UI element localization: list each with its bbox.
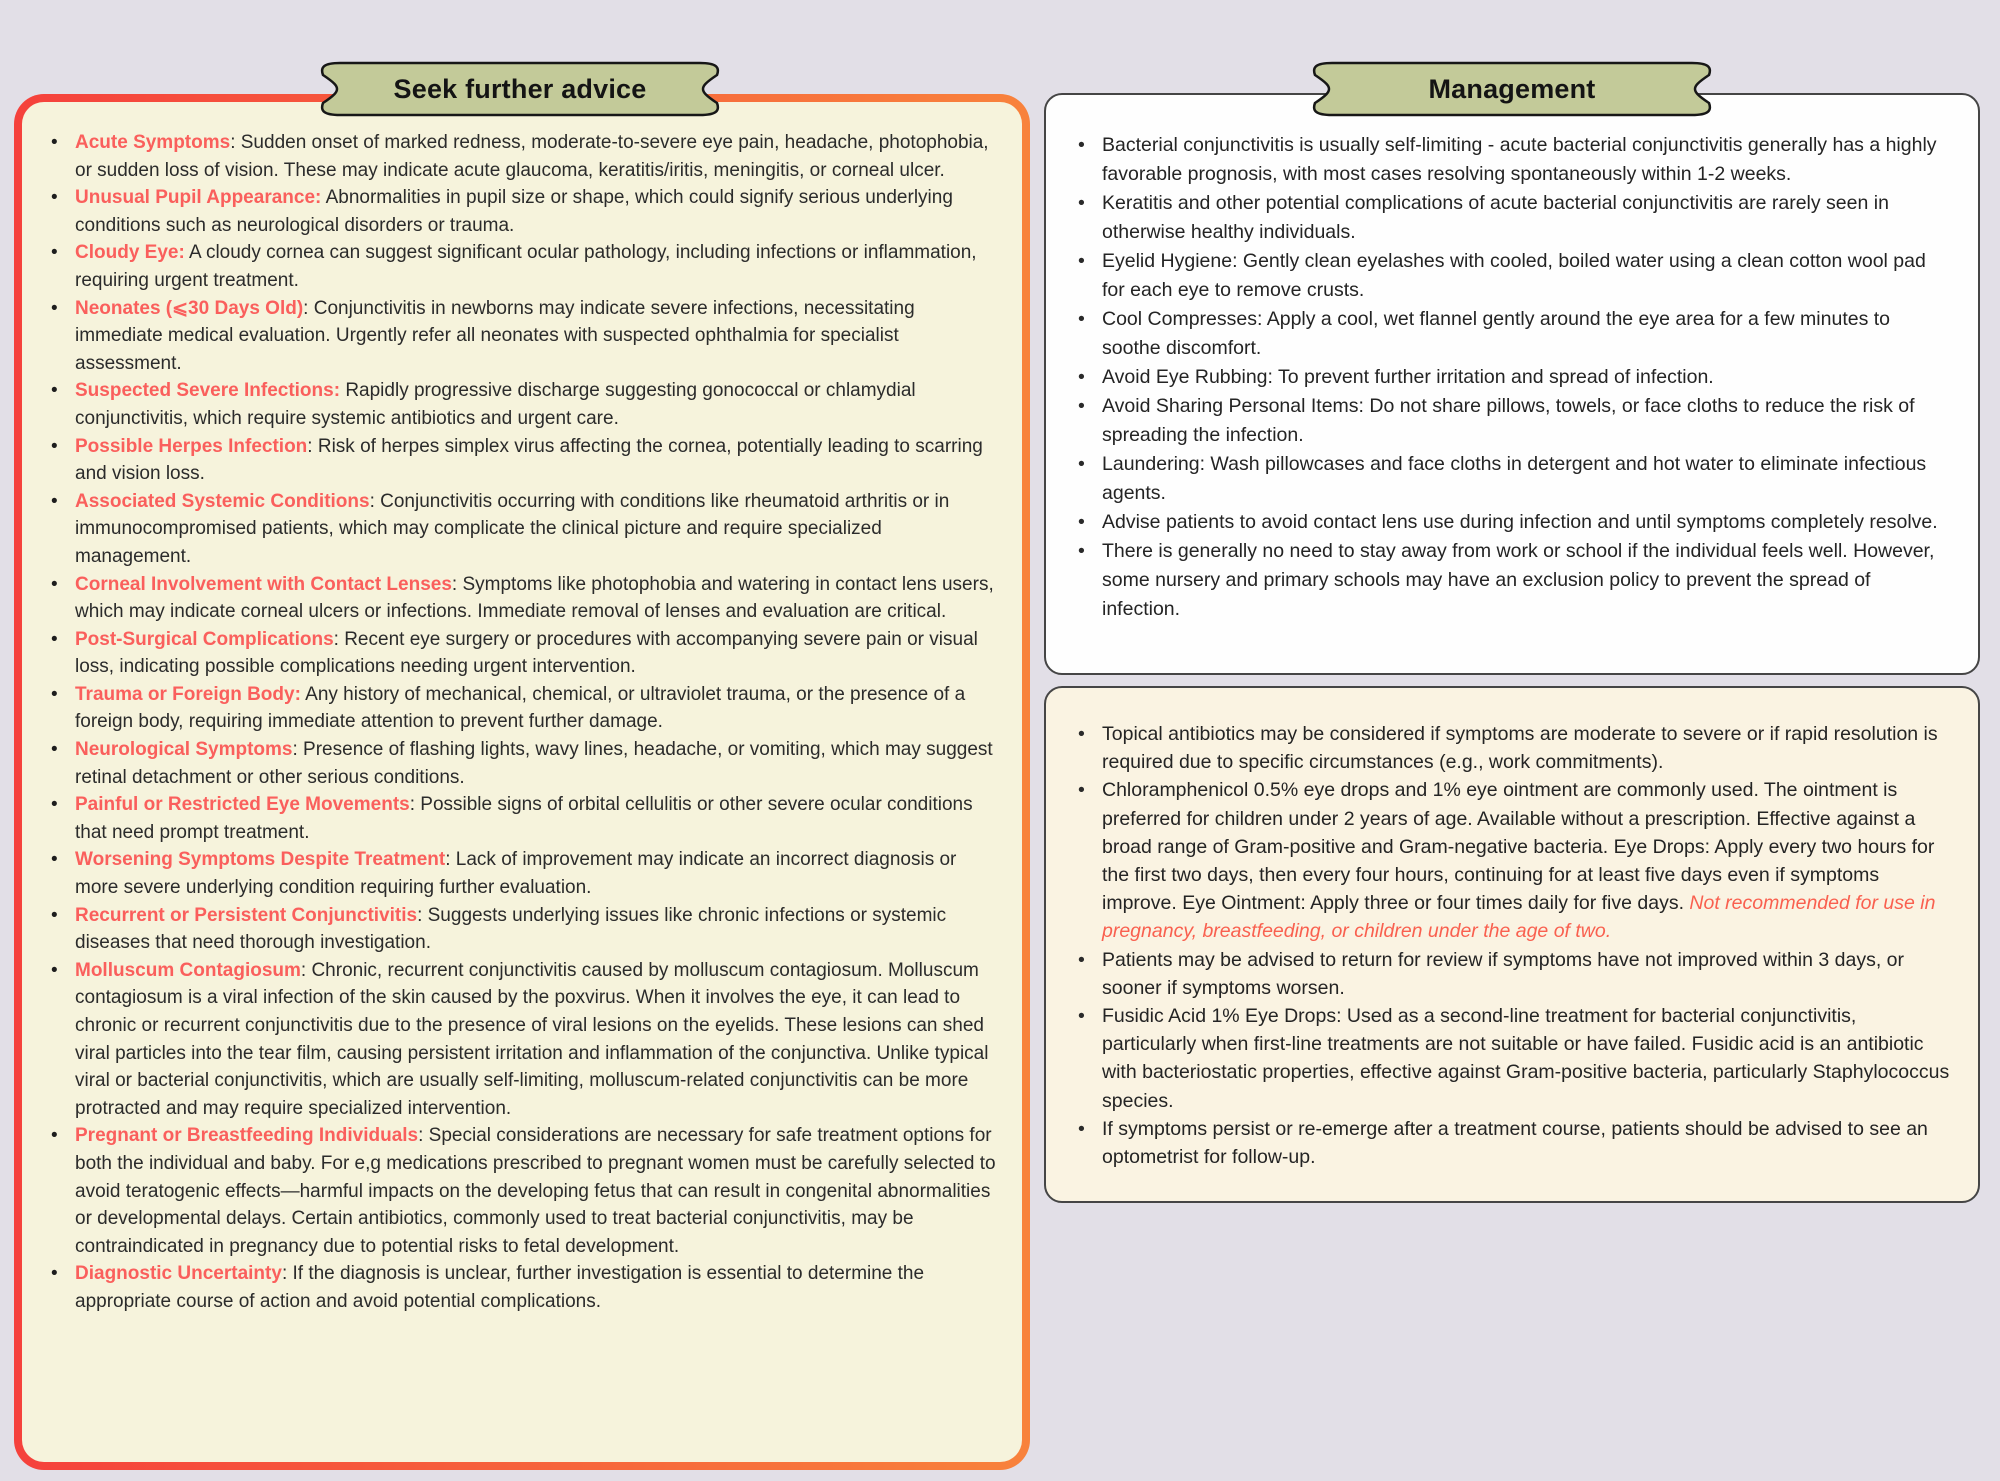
advice-item-title: Neonates (⩽30 Days Old) [75,297,304,319]
advice-item-text: : Conjunctivitis occurring with conditions like rheumatoid arthritis or in immunocompromised patients, which may complicate the clinical picture and require specialized management. [75,490,950,567]
advice-item [42,377,1000,432]
seek-advice-panel [14,94,1030,1470]
advice-item-text: Any history of mechanical, chemical, or ultraviolet trauma, or the presence of a foreign body, requiring immediate attention to prevent further damage. [75,683,966,733]
advice-item [42,129,1000,184]
management-item-text: If symptoms persist or re-emerge after a treatment course, patients should be advised to see an optometrist for follow-up. [1102,1117,1928,1169]
advice-item-text: : Presence of flashing lights, wavy lines, headache, or vomiting, which may suggest retinal detachment or other serious conditions. [75,739,993,788]
management-item [1072,305,1952,363]
advice-item-title: Unusual Pupil Appearance: [75,187,322,209]
advice-item-title: Trauma or Foreign Body: [75,683,301,705]
management-item-text: Eyelid Hygiene: Gently clean eyelashes with cooled, boiled water using a clean cotton wool pad for each eye to remove crusts. [1102,250,1926,301]
management-item [1072,508,1952,537]
management-item [1072,1002,1952,1115]
advice-list [42,129,1000,1316]
advice-item-text: : Sudden onset of marked redness, moderate-to-severe eye pain, headache, photophobia, or sudden loss of vision. These may indicate acute glaucoma, keratitis/iritis, meningitis, or corneal ulcer. [75,132,989,181]
advice-item-title: Pregnant or Breastfeeding Individuals [75,1125,419,1147]
management-item [1072,537,1952,624]
management-item-text: There is generally no need to stay away from work or school if the individual feels well. However, some nursery and primary schools may have an exclusion policy to prevent the spread of infection. [1102,540,1935,620]
advice-item [42,1122,1000,1260]
advice-item [42,239,1000,294]
management-item-text: Laundering: Wash pillowcases and face cloths in detergent and hot water to eliminate infectious agents. [1102,453,1927,504]
advice-item-text: : Risk of herpes simplex virus affecting the cornea, potentially leading to scarring and vision loss. [75,435,983,485]
management-general-list [1072,131,1952,624]
advice-item-title: Possible Herpes Infection [75,435,308,457]
advice-item-text: : If the diagnosis is unclear, further investigation is essential to determine the appropriate course of action and avoid potential complications. [75,1263,925,1312]
advice-item-title: Corneal Involvement with Contact Lenses [75,573,452,595]
advice-item [42,571,1000,626]
advice-item [42,681,1000,736]
advice-item-title: Cloudy Eye: [75,242,185,264]
management-item-text: Cool Compresses: Apply a cool, wet flannel gently around the eye area for a few minutes to soothe discomfort. [1102,308,1891,359]
advice-item-title: Neurological Symptoms [75,739,293,761]
management-item [1072,189,1952,247]
advice-item [42,1260,1000,1315]
advice-item-text: A cloudy cornea can suggest significant ocular pathology, including infections or inflammation, requiring urgent treatment. [75,242,977,291]
management-item-text: Patients may be advised to return for review if symptoms have not improved within 3 days, or sooner if symptoms worsen. [1102,948,1905,999]
advice-item-text: : Symptoms like photophobia and watering in contact lens users, which may indicate corneal ulcers or infections. Immediate removal of lenses and evaluation are critical. [75,573,994,623]
management-antibiotics-box [1044,686,1980,1203]
advice-item-title: Acute Symptoms [75,132,231,153]
management-ribbon [1312,61,1712,117]
advice-item [42,626,1000,681]
management-item-text: Avoid Sharing Personal Items: Do not share pillows, towels, or face cloths to reduce the risk of spreading the infection. [1102,395,1915,446]
advice-item [42,957,1000,1123]
management-antibiotics-list [1072,720,1952,1171]
management-item [1072,247,1952,305]
advice-item-text: : Recent eye surgery or procedures with accompanying severe pain or visual loss, indicating possible complications needing urgent intervention. [75,628,978,678]
advice-item [42,488,1000,571]
advice-item-text: Abnormalities in pupil size or shape, which could signify serious underlying conditions such as neurological disorders or trauma. [75,187,953,236]
advice-item-title: Recurrent or Persistent Conjunctivitis [75,904,418,926]
seek-advice-panel-inner [22,102,1022,1462]
advice-item-title: Worsening Symptoms Despite Treatment [75,849,446,871]
management-item [1072,1115,1952,1171]
advice-item [42,736,1000,791]
advice-item-title: Molluscum Contagiosum [75,959,301,981]
management-item-warning: Not recommended for use in pregnancy, breastfeeding, or children under the age of two. [1102,892,1936,943]
management-item-text: Topical antibiotics may be considered if symptoms are moderate to severe or if rapid resolution is required due to specific circumstances (e.g., work commitments). [1102,723,1938,774]
advice-item-text: : Possible signs of orbital cellulitis or other severe ocular conditions that need prompt treatment. [75,794,973,843]
management-item-text: Avoid Eye Rubbing: To prevent further irritation and spread of infection. [1102,366,1714,388]
advice-item-text: : Suggests underlying issues like chronic infections or systemic diseases that need thorough investigation. [75,904,947,954]
advice-item [42,846,1000,901]
management-item-text: Chloramphenicol 0.5% eye drops and 1% eye ointment are commonly used. The ointment is preferred for children under 2 years of age. Available without a prescription. Effective against a broad range of Gram-positive and Gram-negative bacteria. Eye Drops: Apply every two hours for the first two days, then every four hours, continuing for at least five days even if symptoms improve. Eye Ointment: Apply three or four times daily for five days. [1102,779,1935,915]
advice-item [42,184,1000,239]
advice-item-text: : Special considerations are necessary for safe treatment options for both the individual and baby. For e,g medications prescribed to pregnant women must be carefully selected to avoid teratogenic effects—harmful impacts on the developing fetus that can result in congenital abnormalities or developmental delays. Certain antibiotics, commonly used to treat bacterial conjunctivitis, may be contraindicated in pregnancy due to potential risks to fetal development. [75,1125,996,1257]
management-item [1072,363,1952,392]
seek-advice-ribbon-title: Seek further advice [393,73,647,104]
advice-item-text: Rapidly progressive discharge suggesting gonococcal or chlamydial conjunctivitis, which require systemic antibiotics and urgent care. [75,380,916,429]
management-item-text: Advise patients to avoid contact lens use during infection and until symptoms completely resolve. [1102,511,1938,533]
advice-item [42,791,1000,846]
advice-item-title: Suspected Severe Infections: [75,380,341,402]
management-item [1072,946,1952,1002]
advice-item-text: : Chronic, recurrent conjunctivitis caused by molluscum contagiosum. Molluscum contagiosum is a viral infection of the skin caused by the poxvirus. When it involves the eye, it can lead to chronic or recurrent conjunctivitis due to the presence of viral lesions on the eyelids. These lesions can shed viral particles into the tear film, causing persistent irritation and inflammation of the conjunctiva. Unlike typical viral or bacterial conjunctivitis, which are usually self-limiting, molluscum-related conjunctivitis can be more protracted and may require specialized intervention. [75,959,989,1119]
management-item [1072,450,1952,508]
management-general-box [1044,93,1980,675]
management-item-text: Keratitis and other potential complications of acute bacterial conjunctivitis are rarely seen in otherwise healthy individuals. [1102,192,1889,243]
management-item-text: Fusidic Acid 1% Eye Drops: Used as a second-line treatment for bacterial conjunctivitis, particularly when first-line treatments are not suitable or have failed. Fusidic acid is an antibiotic with bacteriostatic properties, effective against Gram-positive bacteria, particularly Staphylococcus species. [1102,1005,1950,1112]
management-item [1072,131,1952,189]
advice-item [42,902,1000,957]
advice-item [42,433,1000,488]
management-item [1072,720,1952,776]
management-item-text: Bacterial conjunctivitis is usually self-limiting - acute bacterial conjunctivitis generally has a highly favorable prognosis, with most cases resolving spontaneously within 1-2 weeks. [1102,134,1937,185]
management-ribbon-title: Management [1428,73,1596,104]
advice-item-text: : Lack of improvement may indicate an incorrect diagnosis or more severe underlying condition requiring further evaluation. [75,849,957,899]
management-item [1072,392,1952,450]
advice-item-title: Post-Surgical Complications [75,628,334,650]
management-item [1072,776,1952,945]
seek-advice-ribbon [320,61,720,117]
advice-item-title: Diagnostic Uncertainty [75,1263,282,1285]
advice-item-text: : Conjunctivitis in newborns may indicate severe infections, necessitating immediate medical evaluation. Urgently refer all neonates with suspected ophthalmia for specialist assessment. [75,297,915,374]
advice-item-title: Painful or Restricted Eye Movements [75,794,410,816]
advice-item [42,295,1000,378]
advice-item-title: Associated Systemic Conditions [75,490,370,512]
